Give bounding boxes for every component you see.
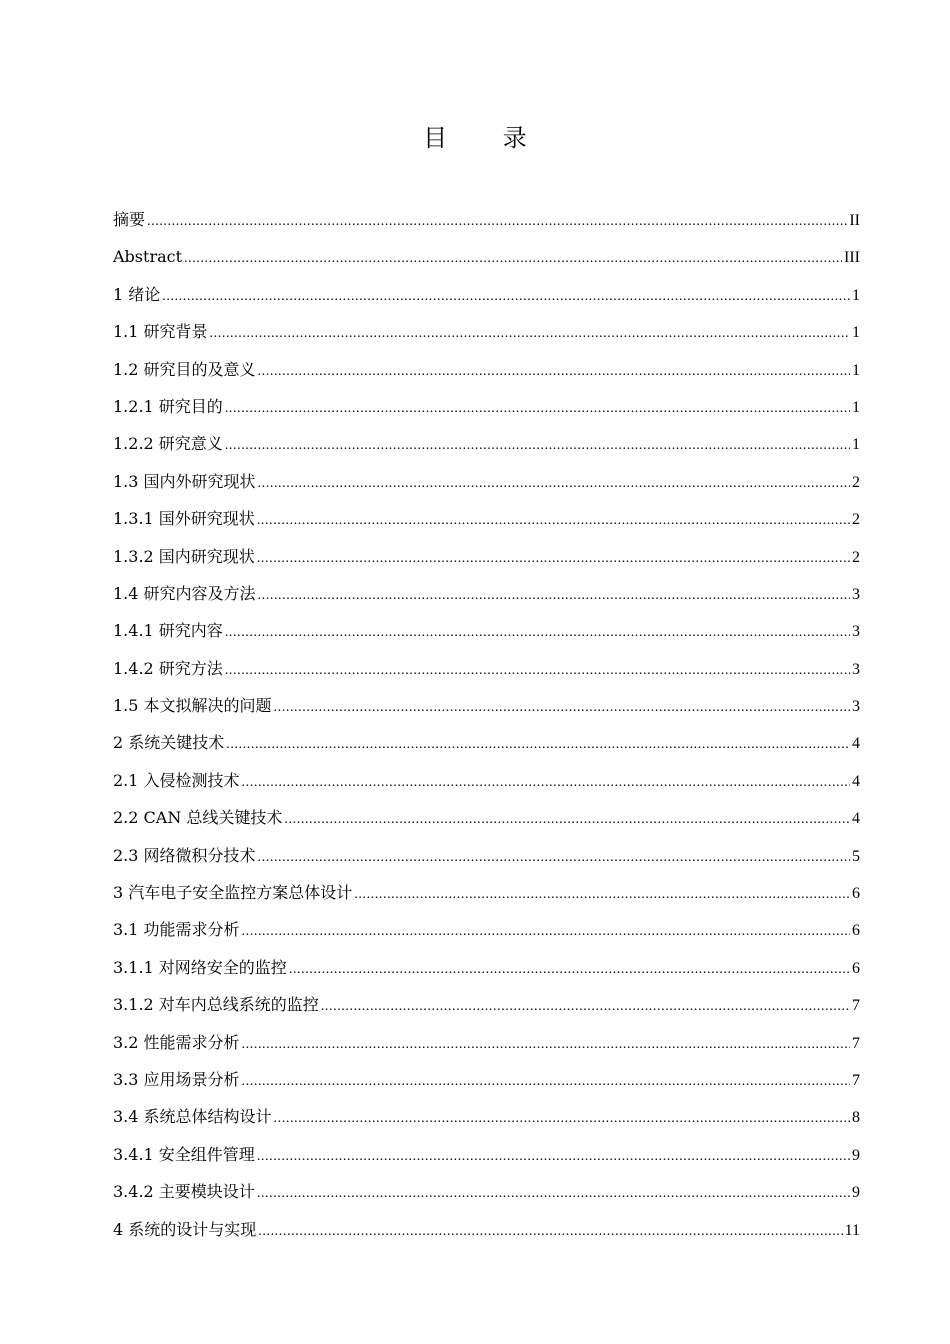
toc-entry[interactable] <box>113 1211 860 1248</box>
toc-entry-page: 3 <box>852 660 860 678</box>
toc-entry-label: 1.5 本文拟解决的问题 <box>113 696 272 716</box>
toc-entry-label: 2.2 CAN 总线关键技术 <box>113 808 283 828</box>
toc-entry-page: 3 <box>852 698 860 716</box>
toc-entry-page: 11 <box>844 1221 860 1239</box>
toc-entry-page: 6 <box>852 885 860 903</box>
toc-dot-leader <box>257 1136 850 1173</box>
toc-entry-label: 1.4.2 研究方法 <box>113 658 223 678</box>
toc-dot-leader <box>354 874 850 911</box>
toc-entry-label: 3.4 系统总体结构设计 <box>113 1107 272 1127</box>
toc-entry-page: 2 <box>852 548 860 566</box>
toc-entry[interactable] <box>113 575 860 612</box>
toc-entry[interactable] <box>113 463 860 500</box>
toc-entry-page: 1 <box>852 436 860 454</box>
toc-entry-label: 3.2 性能需求分析 <box>113 1032 240 1052</box>
toc-entry[interactable] <box>113 687 860 724</box>
toc-entry-label: 1.3.1 国外研究现状 <box>113 509 255 529</box>
toc-entry[interactable] <box>113 986 860 1023</box>
toc-list <box>113 201 860 1248</box>
toc-entry-page: 3 <box>852 623 860 641</box>
toc-entry[interactable] <box>113 724 860 761</box>
toc-entry-page: 9 <box>852 1184 860 1202</box>
toc-dot-leader <box>289 949 850 986</box>
toc-entry[interactable] <box>113 351 860 388</box>
toc-entry-label: 3.1.2 对车内总线系统的监控 <box>113 995 319 1015</box>
toc-dot-leader <box>242 762 850 799</box>
toc-entry-page: 1 <box>852 361 860 379</box>
toc-entry[interactable] <box>113 1098 860 1135</box>
toc-entry-label: 3 汽车电子安全监控方案总体设计 <box>113 883 353 903</box>
page-title: 目 录 <box>423 124 551 152</box>
toc-entry-label: 3.4.1 安全组件管理 <box>113 1144 255 1164</box>
toc-entry-label: 2 系统关键技术 <box>113 733 225 753</box>
toc-entry-page: 7 <box>852 1071 860 1089</box>
toc-entry-label: 1.2.1 研究目的 <box>113 396 223 416</box>
toc-dot-leader <box>225 650 850 687</box>
toc-entry-label: 3.1 功能需求分析 <box>113 920 240 940</box>
toc-entry-page: 4 <box>852 735 860 753</box>
toc-dot-leader <box>210 313 850 350</box>
toc-dot-leader <box>274 1098 850 1135</box>
toc-entry-label: 1.3 国内外研究现状 <box>113 471 256 491</box>
toc-entry-page: 4 <box>852 772 860 790</box>
toc-dot-leader <box>258 1211 842 1248</box>
toc-entry[interactable] <box>113 1024 860 1061</box>
toc-entry-page: 2 <box>852 473 860 491</box>
toc-entry-page: 3 <box>852 585 860 603</box>
toc-entry-page: 9 <box>852 1146 860 1164</box>
toc-entry-label: 4 系统的设计与实现 <box>113 1219 257 1239</box>
toc-dot-leader <box>258 837 850 874</box>
toc-entry[interactable] <box>113 650 860 687</box>
toc-entry-label: 1.2 研究目的及意义 <box>113 359 256 379</box>
toc-entry[interactable] <box>113 911 860 948</box>
toc-dot-leader <box>225 388 850 425</box>
toc-entry-page: II <box>849 212 860 229</box>
toc-entry[interactable] <box>113 1061 860 1098</box>
toc-dot-leader <box>242 1061 850 1098</box>
toc-entry[interactable] <box>113 762 860 799</box>
toc-dot-leader <box>257 500 850 537</box>
toc-entry[interactable] <box>113 238 860 275</box>
toc-entry[interactable] <box>113 837 860 874</box>
toc-dot-leader <box>274 687 850 724</box>
toc-entry-page: 7 <box>852 1034 860 1052</box>
toc-entry-label: 1.2.2 研究意义 <box>113 434 223 454</box>
toc-dot-leader <box>226 724 850 761</box>
toc-entry-label: 1 绪论 <box>113 284 161 304</box>
toc-dot-leader <box>162 276 850 313</box>
toc-dot-leader <box>242 911 850 948</box>
toc-entry-page: 1 <box>852 398 860 416</box>
toc-entry-label: 3.3 应用场景分析 <box>113 1069 240 1089</box>
toc-entry[interactable] <box>113 538 860 575</box>
toc-entry-label: 2.3 网络微积分技术 <box>113 845 256 865</box>
toc-entry[interactable] <box>113 949 860 986</box>
toc-entry[interactable] <box>113 388 860 425</box>
toc-entry-label: 1.4 研究内容及方法 <box>113 583 256 603</box>
toc-entry[interactable] <box>113 500 860 537</box>
toc-entry-label: 3.4.2 主要模块设计 <box>113 1182 255 1202</box>
toc-dot-leader <box>258 463 850 500</box>
toc-entry[interactable] <box>113 201 860 238</box>
toc-entry[interactable] <box>113 1136 860 1173</box>
toc-dot-leader <box>321 986 850 1023</box>
toc-entry[interactable] <box>113 1173 860 1210</box>
toc-dot-leader <box>258 575 850 612</box>
toc-dot-leader <box>184 238 842 275</box>
toc-entry-page: 6 <box>852 922 860 940</box>
toc-dot-leader <box>147 201 847 238</box>
toc-entry-page: 5 <box>852 847 860 865</box>
toc-entry-page: 6 <box>852 959 860 977</box>
toc-entry[interactable] <box>113 612 860 649</box>
toc-entry[interactable] <box>113 425 860 462</box>
toc-entry-label: 1.1 研究背景 <box>113 322 208 342</box>
toc-dot-leader <box>257 538 850 575</box>
toc-entry-page: III <box>844 249 860 267</box>
toc-entry-page: 8 <box>852 1109 860 1127</box>
toc-entry-label: 摘要 <box>113 210 146 229</box>
toc-entry-label: 1.4.1 研究内容 <box>113 621 223 641</box>
toc-dot-leader <box>225 612 850 649</box>
toc-entry-page: 2 <box>852 511 860 529</box>
toc-entry-page: 4 <box>852 810 860 828</box>
toc-dot-leader <box>242 1024 850 1061</box>
toc-entry-page: 1 <box>852 286 860 304</box>
toc-entry-label: 3.1.1 对网络安全的监控 <box>113 957 287 977</box>
toc-dot-leader <box>225 425 850 462</box>
toc-entry-label: 2.1 入侵检测技术 <box>113 770 240 790</box>
toc-entry[interactable] <box>113 313 860 350</box>
toc-entry-label: Abstract <box>113 247 183 267</box>
toc-entry-label: 1.3.2 国内研究现状 <box>113 546 255 566</box>
toc-entry-page: 7 <box>852 997 860 1015</box>
toc-dot-leader <box>284 799 850 836</box>
toc-dot-leader <box>257 1173 850 1210</box>
toc-entry[interactable] <box>113 799 860 836</box>
toc-entry[interactable] <box>113 276 860 313</box>
toc-entry-page: 1 <box>852 324 860 342</box>
toc-entry[interactable] <box>113 874 860 911</box>
toc-dot-leader <box>258 351 850 388</box>
